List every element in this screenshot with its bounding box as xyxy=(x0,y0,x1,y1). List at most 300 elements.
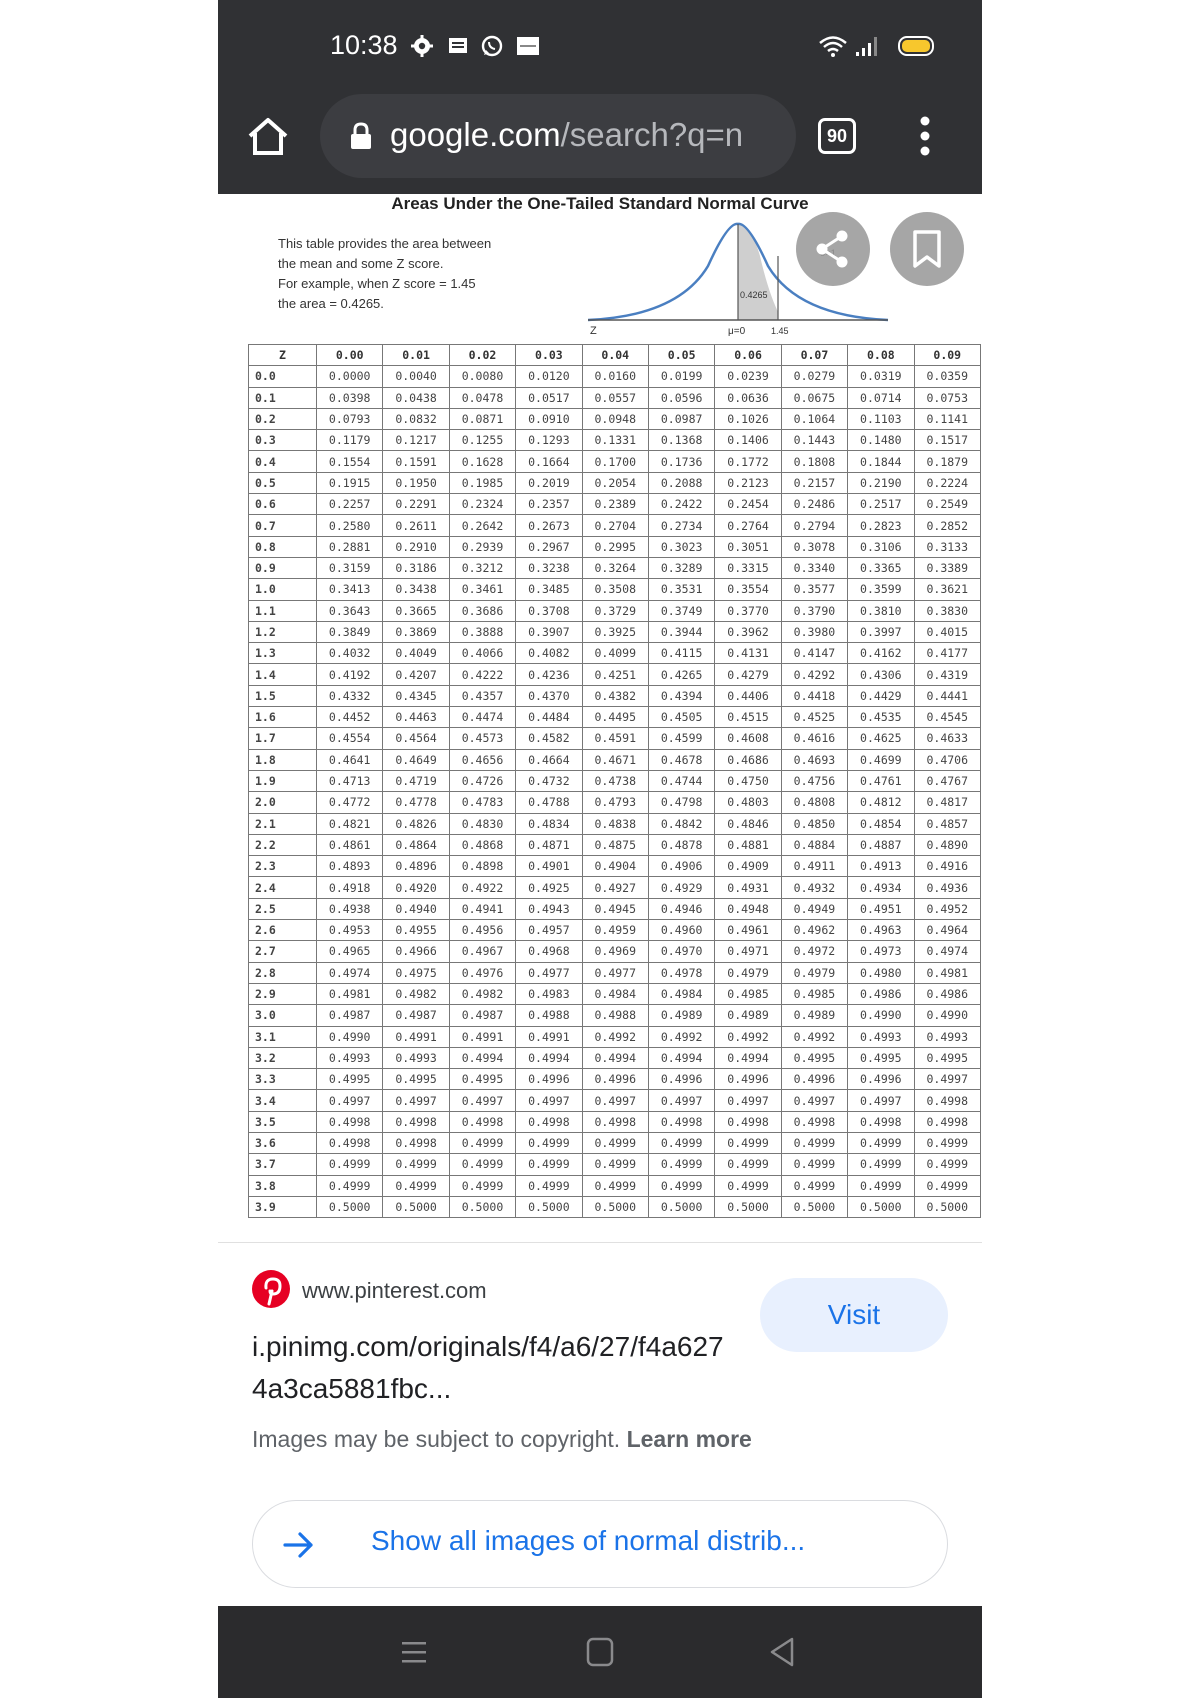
z-value-cell: 2.5 xyxy=(249,898,317,919)
area-cell: 0.3599 xyxy=(848,579,914,600)
area-cell: 0.0636 xyxy=(715,387,781,408)
area-cell: 0.4881 xyxy=(715,834,781,855)
area-cell: 0.4649 xyxy=(383,749,449,770)
area-cell: 0.2190 xyxy=(848,472,914,493)
table-row xyxy=(249,1069,981,1090)
area-cell: 0.4032 xyxy=(317,643,383,664)
area-cell: 0.3577 xyxy=(781,579,847,600)
area-cell: 0.2764 xyxy=(715,515,781,536)
table-row xyxy=(249,1196,981,1217)
area-cell: 0.2734 xyxy=(648,515,714,536)
image-preview[interactable] xyxy=(218,194,982,1234)
area-cell: 0.4951 xyxy=(848,898,914,919)
table-row xyxy=(249,898,981,919)
area-cell: 0.4979 xyxy=(781,962,847,983)
area-cell: 0.4995 xyxy=(848,1047,914,1068)
area-cell: 0.4406 xyxy=(715,685,781,706)
z-value-cell: 2.0 xyxy=(249,792,317,813)
z-value-cell: 3.7 xyxy=(249,1154,317,1175)
area-cell: 0.4890 xyxy=(914,834,980,855)
area-cell: 0.4726 xyxy=(449,770,515,791)
area-cell: 0.4993 xyxy=(317,1047,383,1068)
area-cell: 0.3665 xyxy=(383,600,449,621)
area-cell: 0.4992 xyxy=(715,1026,781,1047)
area-cell: 0.4997 xyxy=(516,1090,582,1111)
area-cell: 0.4999 xyxy=(914,1132,980,1153)
more-options-icon[interactable] xyxy=(918,114,932,158)
area-cell: 0.1103 xyxy=(848,408,914,429)
table-row xyxy=(249,962,981,983)
area-cell: 0.4082 xyxy=(516,643,582,664)
area-cell: 0.1844 xyxy=(848,451,914,472)
area-cell: 0.2611 xyxy=(383,515,449,536)
area-cell: 0.3686 xyxy=(449,600,515,621)
area-cell: 0.4975 xyxy=(383,962,449,983)
source-domain[interactable]: www.pinterest.com xyxy=(302,1278,487,1303)
area-cell: 0.4981 xyxy=(317,983,383,1004)
area-cell: 0.4994 xyxy=(648,1047,714,1068)
area-cell: 0.1179 xyxy=(317,430,383,451)
area-cell: 0.4441 xyxy=(914,685,980,706)
area-cell: 0.4893 xyxy=(317,856,383,877)
decimal-column-header: 0.04 xyxy=(582,345,648,366)
area-cell: 0.3315 xyxy=(715,557,781,578)
area-cell: 0.3830 xyxy=(914,600,980,621)
area-cell: 0.1808 xyxy=(781,451,847,472)
area-cell: 0.4998 xyxy=(383,1132,449,1153)
url-bar[interactable] xyxy=(320,94,796,178)
area-cell: 0.4706 xyxy=(914,749,980,770)
table-row xyxy=(249,643,981,664)
area-cell: 0.4996 xyxy=(516,1069,582,1090)
area-cell: 0.4968 xyxy=(516,941,582,962)
area-cell: 0.4989 xyxy=(715,1005,781,1026)
area-cell: 0.4452 xyxy=(317,707,383,728)
area-cell: 0.4418 xyxy=(781,685,847,706)
show-all-images-button[interactable] xyxy=(252,1500,948,1588)
table-row xyxy=(249,1026,981,1047)
area-cell: 0.0987 xyxy=(648,408,714,429)
area-cell: 0.4177 xyxy=(914,643,980,664)
decimal-column-header: 0.06 xyxy=(715,345,781,366)
area-cell: 0.4306 xyxy=(848,664,914,685)
table-row xyxy=(249,685,981,706)
lock-icon xyxy=(350,122,372,150)
table-row xyxy=(249,1132,981,1153)
area-cell: 0.2291 xyxy=(383,494,449,515)
area-cell: 0.1217 xyxy=(383,430,449,451)
z-value-cell: 3.3 xyxy=(249,1069,317,1090)
save-button[interactable] xyxy=(890,212,964,286)
area-cell: 0.4953 xyxy=(317,920,383,941)
area-cell: 0.4996 xyxy=(582,1069,648,1090)
learn-more-link[interactable]: Learn more xyxy=(626,1426,752,1452)
pinterest-icon xyxy=(252,1270,290,1308)
area-cell: 0.3621 xyxy=(914,579,980,600)
z-value-cell: 3.9 xyxy=(249,1196,317,1217)
area-cell: 0.4535 xyxy=(848,707,914,728)
area-cell: 0.4965 xyxy=(317,941,383,962)
show-all-label: Show all images of normal distrib... xyxy=(371,1525,806,1556)
area-cell: 0.4898 xyxy=(449,856,515,877)
area-cell: 0.0160 xyxy=(582,366,648,387)
area-cell: 0.4988 xyxy=(582,1005,648,1026)
back-icon[interactable] xyxy=(764,1634,800,1670)
area-cell: 0.5000 xyxy=(317,1196,383,1217)
area-cell: 0.4986 xyxy=(848,983,914,1004)
table-row xyxy=(249,1154,981,1175)
table-row xyxy=(249,749,981,770)
table-row xyxy=(249,451,981,472)
area-cell: 0.4970 xyxy=(648,941,714,962)
table-row xyxy=(249,813,981,834)
area-cell: 0.4394 xyxy=(648,685,714,706)
copyright-note xyxy=(252,1426,752,1453)
area-cell: 0.0120 xyxy=(516,366,582,387)
area-cell: 0.4995 xyxy=(383,1069,449,1090)
area-cell: 0.4998 xyxy=(449,1111,515,1132)
area-cell: 0.2673 xyxy=(516,515,582,536)
z-value-cell: 2.6 xyxy=(249,920,317,941)
area-cell: 0.1368 xyxy=(648,430,714,451)
area-cell: 0.4999 xyxy=(848,1132,914,1153)
area-cell: 0.4591 xyxy=(582,728,648,749)
area-cell: 0.3485 xyxy=(516,579,582,600)
area-cell: 0.2794 xyxy=(781,515,847,536)
area-cell: 0.4999 xyxy=(383,1175,449,1196)
table-row xyxy=(249,856,981,877)
area-cell: 0.4834 xyxy=(516,813,582,834)
area-cell: 0.4999 xyxy=(516,1175,582,1196)
z-value-cell: 0.3 xyxy=(249,430,317,451)
area-cell: 0.4854 xyxy=(848,813,914,834)
area-cell: 0.4997 xyxy=(914,1069,980,1090)
image-link[interactable]: i.pinimg.com/originals/f4/a6/27/f4a6274a3ca5881fbc... xyxy=(252,1331,724,1404)
area-cell: 0.1950 xyxy=(383,472,449,493)
table-row xyxy=(249,515,981,536)
area-cell: 0.5000 xyxy=(383,1196,449,1217)
area-cell: 0.4279 xyxy=(715,664,781,685)
z-value-cell: 3.4 xyxy=(249,1090,317,1111)
table-row xyxy=(249,621,981,642)
area-cell: 0.4998 xyxy=(582,1111,648,1132)
browser-chrome xyxy=(218,0,982,194)
share-button[interactable] xyxy=(796,212,870,286)
area-cell: 0.4978 xyxy=(648,962,714,983)
z-value-cell: 1.3 xyxy=(249,643,317,664)
area-cell: 0.4998 xyxy=(317,1132,383,1153)
area-cell: 0.3186 xyxy=(383,557,449,578)
table-row xyxy=(249,366,981,387)
area-cell: 0.2852 xyxy=(914,515,980,536)
area-cell: 0.4999 xyxy=(449,1132,515,1153)
area-cell: 0.5000 xyxy=(449,1196,515,1217)
area-cell: 0.4582 xyxy=(516,728,582,749)
area-cell: 0.3869 xyxy=(383,621,449,642)
area-cell: 0.4803 xyxy=(715,792,781,813)
area-cell: 0.2157 xyxy=(781,472,847,493)
area-cell: 0.0714 xyxy=(848,387,914,408)
area-cell: 0.4850 xyxy=(781,813,847,834)
area-cell: 0.4505 xyxy=(648,707,714,728)
area-cell: 0.4641 xyxy=(317,749,383,770)
area-cell: 0.4996 xyxy=(648,1069,714,1090)
area-cell: 0.4997 xyxy=(848,1090,914,1111)
area-cell: 0.4960 xyxy=(648,920,714,941)
app-icon xyxy=(516,34,540,58)
area-cell: 0.4972 xyxy=(781,941,847,962)
area-cell: 0.4934 xyxy=(848,877,914,898)
phone-screen xyxy=(218,0,982,1698)
decimal-column-header: 0.01 xyxy=(383,345,449,366)
whatsapp-icon xyxy=(480,34,504,58)
area-cell: 0.4927 xyxy=(582,877,648,898)
area-cell: 0.4998 xyxy=(383,1111,449,1132)
area-cell: 0.4993 xyxy=(914,1026,980,1047)
area-cell: 0.0359 xyxy=(914,366,980,387)
area-cell: 0.4955 xyxy=(383,920,449,941)
area-cell: 0.4998 xyxy=(648,1111,714,1132)
area-cell: 0.3133 xyxy=(914,536,980,557)
area-cell: 0.3508 xyxy=(582,579,648,600)
area-cell: 0.4929 xyxy=(648,877,714,898)
area-cell: 0.4945 xyxy=(582,898,648,919)
area-cell: 0.4998 xyxy=(848,1111,914,1132)
area-cell: 0.4887 xyxy=(848,834,914,855)
area-cell: 0.4985 xyxy=(715,983,781,1004)
area-cell: 0.3289 xyxy=(648,557,714,578)
area-cell: 0.4846 xyxy=(715,813,781,834)
area-cell: 0.3708 xyxy=(516,600,582,621)
area-cell: 0.4573 xyxy=(449,728,515,749)
area-cell: 0.0239 xyxy=(715,366,781,387)
area-cell: 0.5000 xyxy=(648,1196,714,1217)
area-cell: 0.4633 xyxy=(914,728,980,749)
area-cell: 0.3413 xyxy=(317,579,383,600)
area-cell: 0.4969 xyxy=(582,941,648,962)
area-cell: 0.2454 xyxy=(715,494,781,515)
z-table xyxy=(248,344,981,1218)
area-cell: 0.4756 xyxy=(781,770,847,791)
home-nav-icon[interactable] xyxy=(582,1634,618,1670)
area-cell: 0.4996 xyxy=(848,1069,914,1090)
table-row xyxy=(249,1005,981,1026)
z-value-cell: 1.7 xyxy=(249,728,317,749)
area-cell: 0.4857 xyxy=(914,813,980,834)
area-cell: 0.4678 xyxy=(648,749,714,770)
area-cell: 0.4997 xyxy=(715,1090,781,1111)
area-cell: 0.4963 xyxy=(848,920,914,941)
area-cell: 0.4495 xyxy=(582,707,648,728)
z-value-cell: 1.6 xyxy=(249,707,317,728)
area-cell: 0.1293 xyxy=(516,430,582,451)
z-value-cell: 1.4 xyxy=(249,664,317,685)
area-cell: 0.3888 xyxy=(449,621,515,642)
area-cell: 0.4995 xyxy=(449,1069,515,1090)
area-cell: 0.4992 xyxy=(648,1026,714,1047)
area-cell: 0.4918 xyxy=(317,877,383,898)
area-cell: 0.4999 xyxy=(582,1132,648,1153)
area-cell: 0.2939 xyxy=(449,536,515,557)
area-cell: 0.2881 xyxy=(317,536,383,557)
area-cell: 0.4099 xyxy=(582,643,648,664)
table-row xyxy=(249,920,981,941)
area-cell: 0.4049 xyxy=(383,643,449,664)
area-cell: 0.4983 xyxy=(516,983,582,1004)
description-line: This table provides the area between xyxy=(278,236,492,251)
area-cell: 0.4906 xyxy=(648,856,714,877)
z-value-cell: 2.2 xyxy=(249,834,317,855)
area-cell: 0.2486 xyxy=(781,494,847,515)
area-cell: 0.4332 xyxy=(317,685,383,706)
home-icon[interactable] xyxy=(246,114,290,158)
area-cell: 0.4719 xyxy=(383,770,449,791)
area-cell: 0.1141 xyxy=(914,408,980,429)
description-line: the mean and some Z score. xyxy=(278,256,444,271)
area-cell: 0.4971 xyxy=(715,941,781,962)
area-cell: 0.2257 xyxy=(317,494,383,515)
area-cell: 0.1255 xyxy=(449,430,515,451)
area-cell: 0.4961 xyxy=(715,920,781,941)
z-value-cell: 0.6 xyxy=(249,494,317,515)
table-row xyxy=(249,472,981,493)
area-cell: 0.4875 xyxy=(582,834,648,855)
area-cell: 0.4474 xyxy=(449,707,515,728)
area-cell: 0.4922 xyxy=(449,877,515,898)
area-cell: 0.4999 xyxy=(781,1175,847,1196)
area-cell: 0.4992 xyxy=(582,1026,648,1047)
area-cell: 0.1480 xyxy=(848,430,914,451)
wifi-icon xyxy=(818,34,848,58)
area-cell: 0.4991 xyxy=(383,1026,449,1047)
area-cell: 0.4991 xyxy=(516,1026,582,1047)
area-cell: 0.4115 xyxy=(648,643,714,664)
area-cell: 0.4946 xyxy=(648,898,714,919)
area-cell: 0.4738 xyxy=(582,770,648,791)
area-cell: 0.1628 xyxy=(449,451,515,472)
area-cell: 0.4817 xyxy=(914,792,980,813)
area-cell: 0.4913 xyxy=(848,856,914,877)
area-cell: 0.4904 xyxy=(582,856,648,877)
area-cell: 0.4265 xyxy=(648,664,714,685)
area-cell: 0.4826 xyxy=(383,813,449,834)
area-cell: 0.1664 xyxy=(516,451,582,472)
area-cell: 0.4131 xyxy=(715,643,781,664)
area-cell: 0.0080 xyxy=(449,366,515,387)
area-cell: 0.3078 xyxy=(781,536,847,557)
area-cell: 0.4370 xyxy=(516,685,582,706)
recent-apps-icon[interactable] xyxy=(396,1634,432,1670)
area-cell: 0.1406 xyxy=(715,430,781,451)
area-cell: 0.0675 xyxy=(781,387,847,408)
area-cell: 0.4985 xyxy=(781,983,847,1004)
area-cell: 0.2054 xyxy=(582,472,648,493)
area-cell: 0.1772 xyxy=(715,451,781,472)
z-value-cell: 1.9 xyxy=(249,770,317,791)
z-value-cell: 3.2 xyxy=(249,1047,317,1068)
area-cell: 0.4671 xyxy=(582,749,648,770)
area-cell: 0.4222 xyxy=(449,664,515,685)
area-cell: 0.1915 xyxy=(317,472,383,493)
area-cell: 0.4989 xyxy=(648,1005,714,1026)
table-row xyxy=(249,1175,981,1196)
area-cell: 0.4996 xyxy=(781,1069,847,1090)
area-cell: 0.4750 xyxy=(715,770,781,791)
table-row xyxy=(249,1111,981,1132)
area-cell: 0.4357 xyxy=(449,685,515,706)
area-cell: 0.4998 xyxy=(516,1111,582,1132)
area-cell: 0.3749 xyxy=(648,600,714,621)
decimal-column-header: 0.00 xyxy=(317,345,383,366)
z-value-cell: 2.3 xyxy=(249,856,317,877)
visit-button[interactable]: Visit xyxy=(760,1278,948,1352)
area-cell: 0.4987 xyxy=(383,1005,449,1026)
area-cell: 0.5000 xyxy=(582,1196,648,1217)
tab-count-button[interactable]: 90 xyxy=(818,118,856,154)
z-value-cell: 0.5 xyxy=(249,472,317,493)
area-cell: 0.2549 xyxy=(914,494,980,515)
area-cell: 0.4999 xyxy=(914,1154,980,1175)
area-cell: 0.4812 xyxy=(848,792,914,813)
area-cell: 0.3212 xyxy=(449,557,515,578)
area-cell: 0.0753 xyxy=(914,387,980,408)
decimal-column-header: 0.02 xyxy=(449,345,515,366)
area-cell: 0.4909 xyxy=(715,856,781,877)
area-cell: 0.5000 xyxy=(516,1196,582,1217)
area-cell: 0.4949 xyxy=(781,898,847,919)
area-cell: 0.4989 xyxy=(781,1005,847,1026)
divider xyxy=(218,1242,982,1243)
table-row xyxy=(249,408,981,429)
area-cell: 0.4251 xyxy=(582,664,648,685)
area-cell: 0.3980 xyxy=(781,621,847,642)
area-cell: 0.4484 xyxy=(516,707,582,728)
area-cell: 0.4962 xyxy=(781,920,847,941)
z-value-cell: 2.9 xyxy=(249,983,317,1004)
area-cell: 0.4147 xyxy=(781,643,847,664)
area-cell: 0.4938 xyxy=(317,898,383,919)
area-cell: 0.2517 xyxy=(848,494,914,515)
z-value-cell: 1.5 xyxy=(249,685,317,706)
area-cell: 0.2704 xyxy=(582,515,648,536)
area-cell: 0.4999 xyxy=(648,1175,714,1196)
table-row xyxy=(249,707,981,728)
area-cell: 0.4980 xyxy=(848,962,914,983)
area-cell: 0.0279 xyxy=(781,366,847,387)
area-cell: 0.2580 xyxy=(317,515,383,536)
area-cell: 0.4987 xyxy=(449,1005,515,1026)
area-cell: 0.4608 xyxy=(715,728,781,749)
area-cell: 0.4977 xyxy=(582,962,648,983)
area-cell: 0.1026 xyxy=(715,408,781,429)
description-line: For example, when Z score = 1.45 xyxy=(278,276,476,291)
area-cell: 0.4864 xyxy=(383,834,449,855)
area-cell: 0.1443 xyxy=(781,430,847,451)
area-cell: 0.4871 xyxy=(516,834,582,855)
area-cell: 0.4941 xyxy=(449,898,515,919)
area-cell: 0.3729 xyxy=(582,600,648,621)
area-cell: 0.4999 xyxy=(715,1154,781,1175)
z-value-cell: 2.8 xyxy=(249,962,317,983)
area-cell: 0.4808 xyxy=(781,792,847,813)
area-cell: 0.1591 xyxy=(383,451,449,472)
area-cell: 0.4956 xyxy=(449,920,515,941)
area-cell: 0.4997 xyxy=(317,1090,383,1111)
table-row xyxy=(249,983,981,1004)
table-row xyxy=(249,770,981,791)
url-text[interactable] xyxy=(390,116,786,154)
area-cell: 0.2224 xyxy=(914,472,980,493)
